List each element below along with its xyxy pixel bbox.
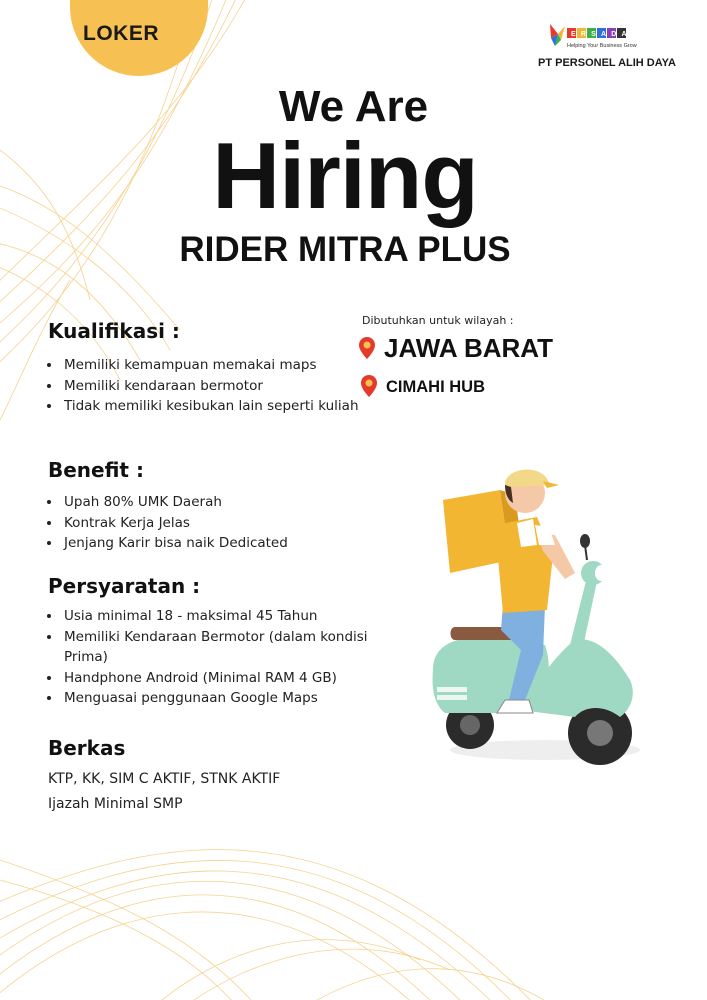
list-item: • Upah 80% UMK Daerah	[62, 492, 362, 513]
list-item: • Tidak memiliki kesibukan lain seperti kuliah	[62, 396, 362, 417]
benefits-list	[46, 492, 362, 554]
documents-line: Ijazah Minimal SMP	[48, 796, 183, 812]
documents-list	[48, 767, 280, 817]
job-role-title: RIDER MITRA PLUS	[179, 230, 511, 269]
map-pin-icon	[360, 374, 378, 398]
documents-title: Berkas	[48, 736, 126, 760]
region-name: JAWA BARAT	[384, 333, 553, 363]
documents-line: KTP, KK, SIM C AKTIF, STNK AKTIF	[48, 771, 281, 787]
logo-wordmark: ERSADA	[571, 31, 632, 38]
list-item: • Memiliki kendaraan bermotor	[62, 376, 362, 397]
qualifications-list	[46, 355, 362, 417]
loker-badge-label: LOKER	[83, 22, 159, 45]
list-item: • Kontrak Kerja Jelas	[62, 513, 362, 534]
qualifications-title: Kualifikasi :	[48, 319, 180, 343]
requirements-list	[46, 606, 372, 709]
headline-hiring: Hiring	[212, 123, 478, 228]
company-name: PT PERSONEL ALIH DAYA	[538, 57, 676, 69]
map-pin-icon	[358, 336, 376, 360]
list-item: • Jenjang Karir bisa naik Dedicated	[62, 533, 362, 554]
company-logo	[545, 20, 655, 60]
logo-tagline: Helping Your Business Grow	[567, 43, 637, 49]
headline-we-are: We Are	[278, 82, 429, 131]
hub-name: CIMAHI HUB	[386, 378, 485, 396]
requirements-title: Persyaratan :	[48, 574, 201, 598]
benefits-title: Benefit :	[48, 458, 144, 482]
list-item: • Handphone Android (Minimal RAM 4 GB)	[62, 668, 372, 689]
list-item: • Menguasai penggunaan Google Maps	[62, 688, 372, 709]
list-item: • Memiliki kemampuan memakai maps	[62, 355, 362, 376]
delivery-rider-illustration	[425, 455, 650, 770]
list-item: • Usia minimal 18 - maksimal 45 Tahun	[62, 606, 372, 627]
region-note: Dibutuhkan untuk wilayah :	[362, 314, 514, 327]
list-item: • Memiliki Kendaraan Bermotor (dalam kondisi Prima)	[62, 627, 372, 668]
